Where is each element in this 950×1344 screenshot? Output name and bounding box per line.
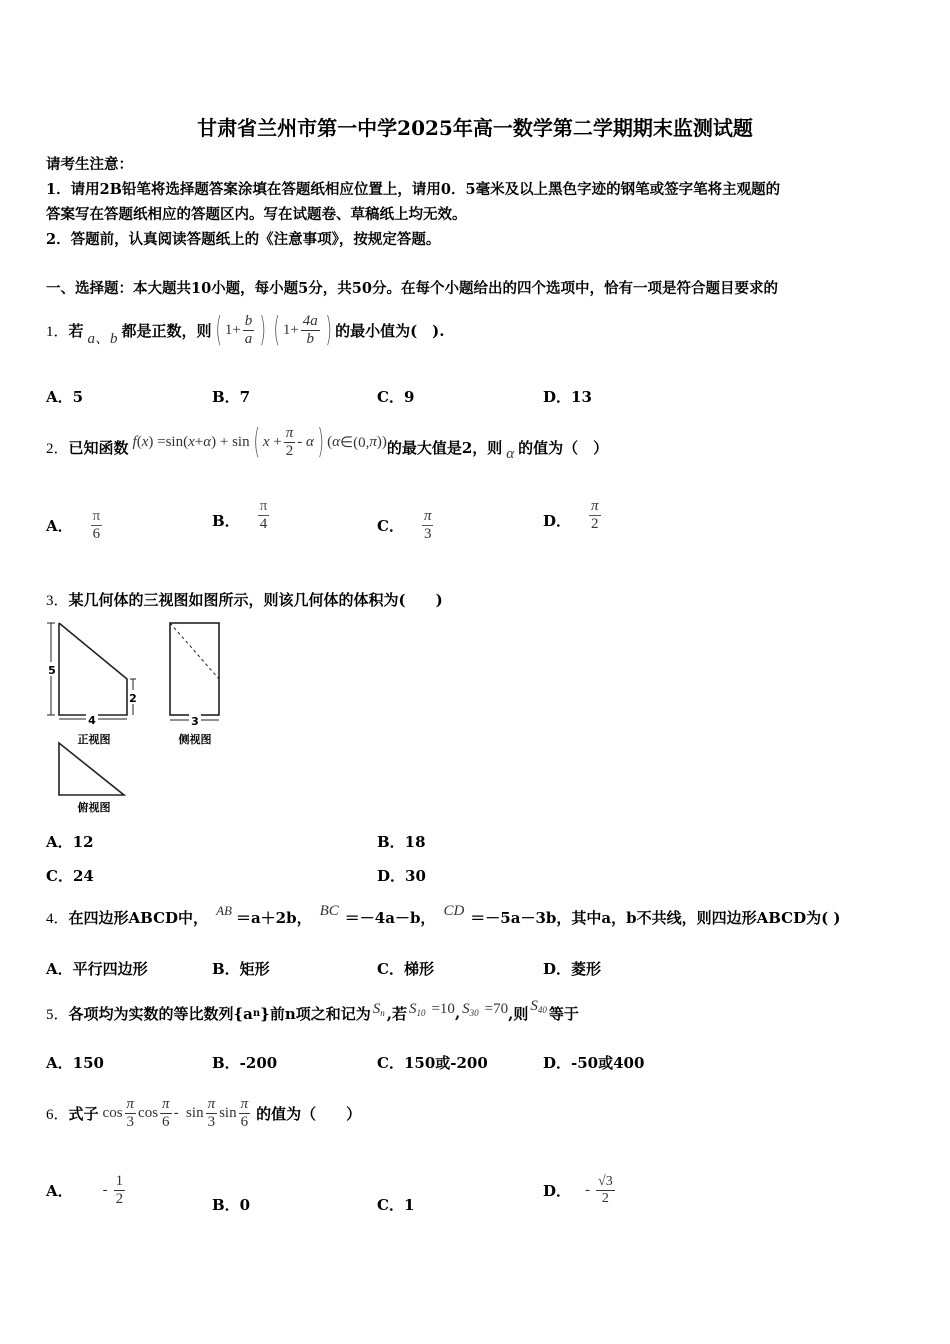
question-text: 在四边形ABCD中，	[68, 908, 209, 927]
option-c: C．150或-200	[377, 1054, 488, 1072]
question-text: ＝－5a－3b，其中a，b不共线，则四边形ABCD为( )	[470, 908, 841, 927]
math-expression: cos $\frac{\pi}{3}$ cos $\frac{\pi}{6}$ - sin $\frac{\pi}{3}$ sin $\frac{\pi}{6}$	[102, 1096, 249, 1130]
side-view-label: 侧视图	[178, 733, 212, 746]
option-a: A．150	[46, 1054, 104, 1072]
page-title: 甘肃省兰州市第一中学2025年高一数学第二学期期末监测试题	[197, 116, 753, 140]
dimension-label: 4	[88, 714, 96, 727]
question-text: ＝－4a－b，	[344, 908, 436, 927]
question-text: 等于	[548, 1004, 579, 1023]
notice-heading: 请考生注意：	[46, 156, 133, 173]
question-text: 各项均为实数的等比数列{a	[68, 1004, 253, 1023]
option-c: C．24	[46, 867, 94, 885]
option-c: C．9	[377, 388, 415, 406]
option-b: B．0	[212, 1196, 251, 1214]
question-text: 式子	[68, 1104, 99, 1123]
option-b: B． $\frac{\pi}{4}$	[212, 498, 268, 532]
section-heading: 一、选择题：本大题共10小题，每小题5分，共50分。在每个小题给出的四个选项中，恰有一项是符合题目要求的	[46, 280, 778, 297]
question-number: 3．	[46, 593, 69, 609]
option-a: A．平行四边形	[46, 960, 148, 978]
dimension-label: 2	[129, 692, 137, 705]
question-4	[46, 902, 841, 932]
math-value: =10	[431, 1000, 455, 1017]
dimension-label: 5	[48, 664, 56, 677]
question-number: 1．	[46, 323, 69, 340]
question-text: 的最小值为( ).	[335, 321, 445, 340]
question-number: 4．	[46, 910, 69, 927]
option-a: A．12	[46, 833, 94, 851]
top-view	[59, 743, 124, 795]
math-s30: $S_{30}$	[462, 1000, 479, 1018]
math-expression: ( 1+ $\frac{b}{a}$ ) ( 1+ $\frac{4a}{b}$ )	[214, 310, 332, 350]
option-b: B．-200	[212, 1054, 278, 1072]
question-3	[46, 589, 443, 610]
question-text: 的值为（ ）	[256, 1104, 362, 1123]
question-text: ,则	[508, 1004, 529, 1023]
question-text: ＝a＋2b，	[235, 908, 312, 927]
option-c: C．梯形	[377, 960, 434, 978]
math-vars: a、b	[87, 330, 118, 347]
option-d: D． $\frac{\pi}{2}$	[543, 498, 599, 532]
question-number: 2．	[46, 440, 69, 457]
option-d: D． - $\frac{√3}{2}$	[543, 1174, 613, 1206]
option-d: D．30	[377, 867, 426, 885]
dimension-label: 3	[191, 715, 199, 728]
question-text: 的值为（ ）	[518, 438, 609, 457]
front-view	[47, 623, 136, 719]
question-text: 某几何体的三视图如图所示，则该几何体的体积为( )	[68, 591, 443, 609]
question-text: ,若	[386, 1004, 407, 1023]
question-text: 的最大值是2，则	[386, 438, 503, 457]
notice-line-1b: 答案写在答题纸相应的答题区内。写在试题卷、草稿纸上均无效。	[46, 206, 467, 223]
option-b: B．18	[377, 833, 426, 851]
side-view	[170, 623, 219, 720]
question-text: 已知函数	[68, 438, 129, 457]
question-6	[46, 1088, 361, 1138]
math-alpha: α	[506, 445, 515, 462]
question-5: 5． 各项均为实数的等比数列{a n }前n项之和记为 $S_n$ ,若 $S_{10}$ =10 , $S_{30}$ =70 ,则 $S_{40}$ 等于	[46, 997, 579, 1023]
question-text: 若	[68, 321, 84, 340]
math-value: =70	[484, 1000, 509, 1017]
option-c: C． $\frac{\pi}{3}$	[377, 508, 432, 542]
math-s10: $S_{10}$	[408, 1000, 426, 1018]
question-text: }前n项之和记为	[260, 1004, 371, 1023]
option-b: B．矩形	[212, 960, 270, 978]
option-b: B．7	[212, 388, 251, 406]
three-view-figure	[44, 615, 234, 820]
question-number: 6．	[46, 1106, 69, 1123]
option-a: A． - $\frac{1}{2}$	[46, 1173, 124, 1207]
question-2	[46, 422, 608, 472]
top-view-label: 俯视图	[77, 801, 111, 814]
notice-line-1a: 1．请用2B铅笔将选择题答案涂填在答题纸相应位置上，请用0．5毫米及以上黑色字迹的钢笔或签字笔将主观题的	[46, 181, 781, 198]
option-d: D．菱形	[543, 960, 602, 978]
option-d: D．13	[543, 388, 592, 406]
question-number: 5．	[46, 1006, 69, 1023]
option-a: A．5	[46, 388, 84, 406]
option-c: C．1	[377, 1196, 415, 1214]
question-text: 都是正数，则	[121, 321, 212, 340]
vector-ab: AB	[216, 903, 232, 918]
math-sn: $S_n$	[372, 1000, 385, 1018]
option-a: A． $\frac{\pi}{6}$	[46, 508, 101, 542]
math-s40: $S_{40}$	[530, 997, 547, 1015]
notice-line-2: 2．答题前，认真阅读答题纸上的《注意事项》，按规定答题。	[46, 231, 441, 248]
vector-bc: BC	[319, 902, 339, 919]
math-expression: f ( x ) =sin( x + α ) + sin ( x + $\frac{\pi}{2}$ - α ) ( α ∈(0, π ))	[132, 422, 387, 462]
vector-cd: CD	[443, 902, 465, 919]
question-1	[46, 305, 444, 355]
front-view-label: 正视图	[77, 733, 111, 746]
option-d: D．-50或400	[543, 1054, 645, 1072]
